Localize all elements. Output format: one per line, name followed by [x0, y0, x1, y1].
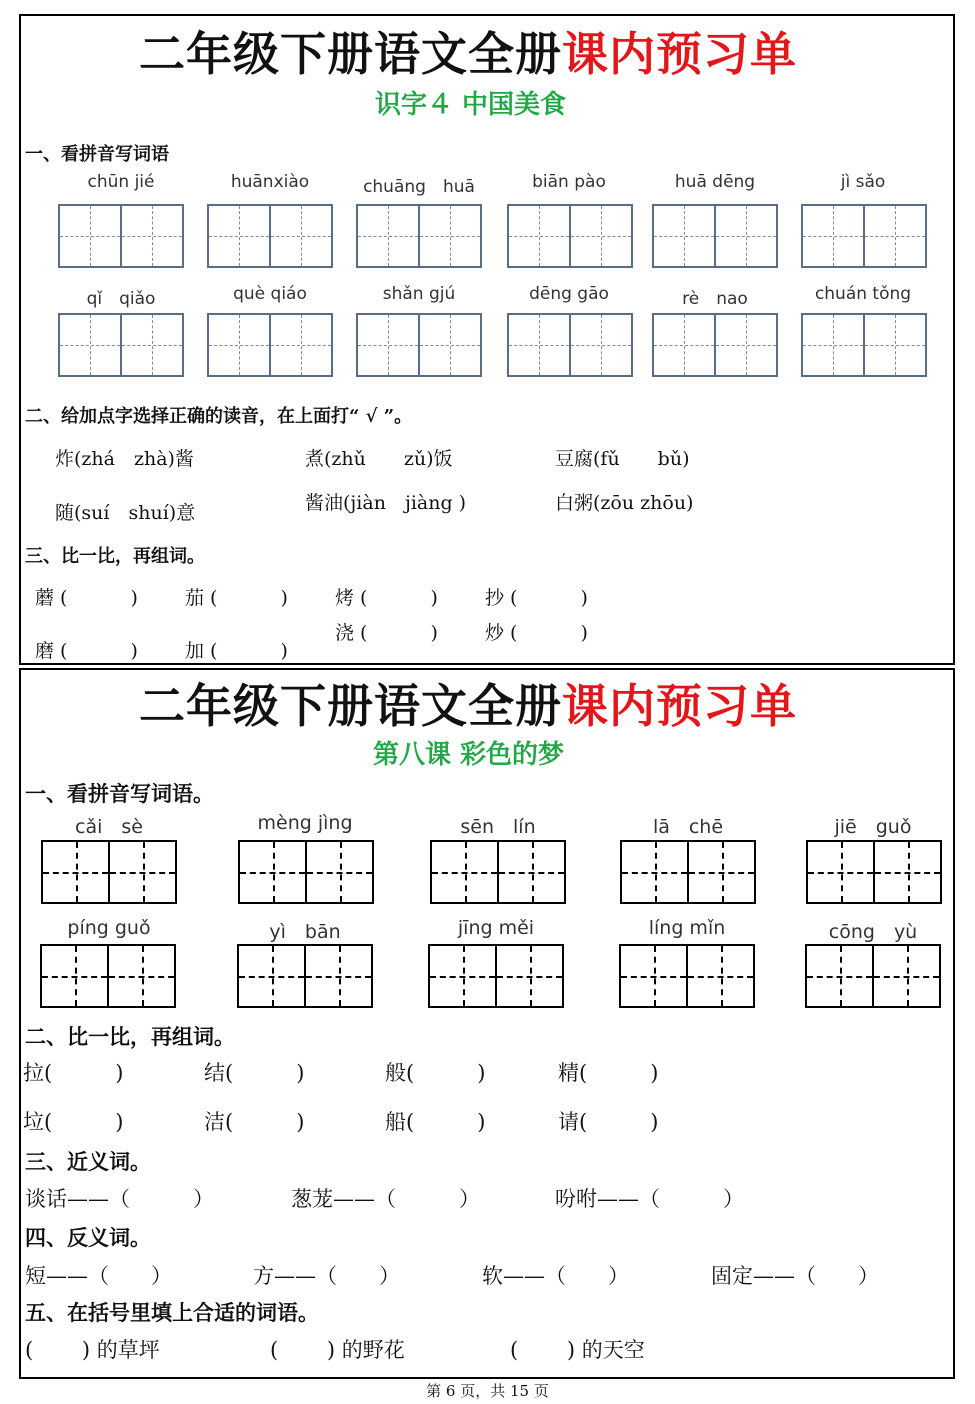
writing-grid[interactable]: [620, 840, 756, 904]
page-footer: 第 6 页，共 15 页: [426, 1382, 549, 1400]
writing-grid[interactable]: [238, 840, 374, 904]
section1-title: 一、看拼音写词语: [25, 144, 169, 165]
antonym-item[interactable]: 固定——（ ）: [711, 1264, 879, 1288]
lesson-subtitle: 识字４ 中国美食: [375, 90, 567, 120]
pinyin-label: jīng měi: [457, 917, 535, 939]
pinyin-label: píng guǒ: [67, 917, 151, 939]
word-compare-item[interactable]: 拉( ): [23, 1061, 124, 1085]
antonym-item[interactable]: 方——（ ）: [253, 1264, 400, 1288]
pinyin-label: rè nao: [682, 289, 748, 309]
writing-grid[interactable]: [207, 204, 333, 268]
writing-grid[interactable]: [40, 944, 176, 1008]
synonym-item[interactable]: 谈话——（ ）: [25, 1187, 214, 1211]
writing-grid[interactable]: [805, 944, 941, 1008]
pinyin-label: jì sǎo: [840, 172, 886, 192]
word-compare-item[interactable]: 蘑 ( ): [35, 587, 138, 609]
reading-choice[interactable]: 随(suí shuí)意: [55, 502, 196, 524]
pinyin-label: chuāng huā: [363, 177, 475, 197]
section2-title: 二、给加点字选择正确的读音，在上面打“ √ ”。: [25, 406, 413, 427]
antonym-item[interactable]: 软——（ ）: [482, 1264, 629, 1288]
pinyin-label: què qiáo: [233, 284, 307, 304]
writing-grid[interactable]: [652, 313, 778, 377]
antonym-item[interactable]: 短——（ ）: [25, 1264, 172, 1288]
synonym-item[interactable]: 葱茏——（ ）: [291, 1187, 480, 1211]
writing-grid[interactable]: [356, 313, 482, 377]
word-compare-item[interactable]: 浇 ( ): [335, 622, 438, 644]
pinyin-label: lā chē: [652, 816, 724, 838]
pinyin-label: cōng yù: [828, 921, 918, 943]
word-compare-item[interactable]: 结( ): [204, 1061, 305, 1085]
word-compare-item[interactable]: 炒 ( ): [485, 622, 588, 644]
worksheet-shizi4: [19, 14, 955, 665]
word-compare-item[interactable]: 船( ): [385, 1110, 486, 1134]
writing-grid[interactable]: [58, 204, 184, 268]
word-compare-item[interactable]: 垃( ): [23, 1110, 124, 1134]
page-title: [139, 18, 797, 84]
word-compare-item[interactable]: 烤 ( ): [335, 587, 438, 609]
title-black-part: 二年级下册语文全册: [139, 27, 562, 81]
writing-grid[interactable]: [806, 840, 942, 904]
writing-grid[interactable]: [356, 204, 482, 268]
word-compare-item[interactable]: 精( ): [558, 1061, 659, 1085]
title-red-part: 课内预习单: [562, 679, 797, 733]
writing-grid[interactable]: [207, 313, 333, 377]
section5-title: 五、在括号里填上合适的词语。: [25, 1300, 319, 1325]
pinyin-label: qǐ qiǎo: [86, 289, 156, 309]
pinyin-label: líng mǐn: [648, 917, 726, 939]
pinyin-label: chūn jié: [87, 172, 155, 192]
section1-title: 一、看拼音写词语。: [25, 781, 214, 806]
reading-choice[interactable]: 酱油(jiàn jiàng ): [305, 492, 467, 514]
section4-title: 四、反义词。: [25, 1225, 151, 1250]
writing-grid[interactable]: [507, 313, 633, 377]
word-compare-item[interactable]: 抄 ( ): [485, 587, 588, 609]
word-compare-item[interactable]: 茄 ( ): [185, 587, 288, 609]
section3-title: 三、比一比，再组词。: [25, 546, 205, 567]
pinyin-label: shǎn gjú: [382, 284, 456, 304]
word-compare-item[interactable]: 加 ( ): [185, 640, 288, 662]
pinyin-label: sēn lín: [460, 816, 536, 838]
worksheet-lesson8: [19, 668, 955, 1379]
pinyin-label: huā dēng: [674, 172, 756, 192]
pinyin-label: chuán tǒng: [814, 284, 912, 304]
reading-choice[interactable]: 炸(zhá zhà)酱: [55, 448, 194, 470]
section2-title: 二、比一比，再组词。: [25, 1024, 235, 1049]
section3-title: 三、近义词。: [25, 1149, 151, 1174]
pinyin-label: mèng jìng: [257, 812, 353, 834]
pinyin-label: cǎi sè: [75, 816, 143, 838]
title-black-part: 二年级下册语文全册: [139, 679, 562, 733]
word-compare-item[interactable]: 般( ): [385, 1061, 486, 1085]
pinyin-label: yì bān: [269, 921, 341, 943]
fill-phrase-item[interactable]: ( ) 的天空: [510, 1338, 645, 1362]
title-red-part: 课内预习单: [562, 27, 797, 81]
word-compare-item[interactable]: 磨 ( ): [35, 640, 138, 662]
pinyin-label: biān pào: [532, 172, 606, 192]
page-title: [139, 670, 797, 736]
reading-choice[interactable]: 豆腐(fǔ bǔ): [555, 448, 690, 470]
writing-grid[interactable]: [507, 204, 633, 268]
writing-grid[interactable]: [652, 204, 778, 268]
writing-grid[interactable]: [237, 944, 373, 1008]
reading-choice[interactable]: 煮(zhǔ zǔ)饭: [305, 448, 453, 470]
writing-grid[interactable]: [428, 944, 564, 1008]
pinyin-label: dēng gāo: [529, 284, 609, 304]
fill-phrase-item[interactable]: ( ) 的草坪: [25, 1338, 160, 1362]
writing-grid[interactable]: [619, 944, 755, 1008]
synonym-item[interactable]: 吩咐——（ ）: [555, 1187, 744, 1211]
word-compare-item[interactable]: 洁( ): [204, 1110, 305, 1134]
writing-grid[interactable]: [430, 840, 566, 904]
writing-grid[interactable]: [58, 313, 184, 377]
reading-choice[interactable]: 白粥(zōu zhōu): [555, 492, 694, 514]
fill-phrase-item[interactable]: ( ) 的野花: [270, 1338, 405, 1362]
word-compare-item[interactable]: 请( ): [558, 1110, 659, 1134]
writing-grid[interactable]: [801, 204, 927, 268]
pinyin-label: huānxiào: [230, 172, 310, 192]
writing-grid[interactable]: [801, 313, 927, 377]
pinyin-label: jiē guǒ: [834, 816, 912, 838]
writing-grid[interactable]: [41, 840, 177, 904]
lesson-subtitle: 第八课 彩色的梦: [373, 740, 565, 770]
